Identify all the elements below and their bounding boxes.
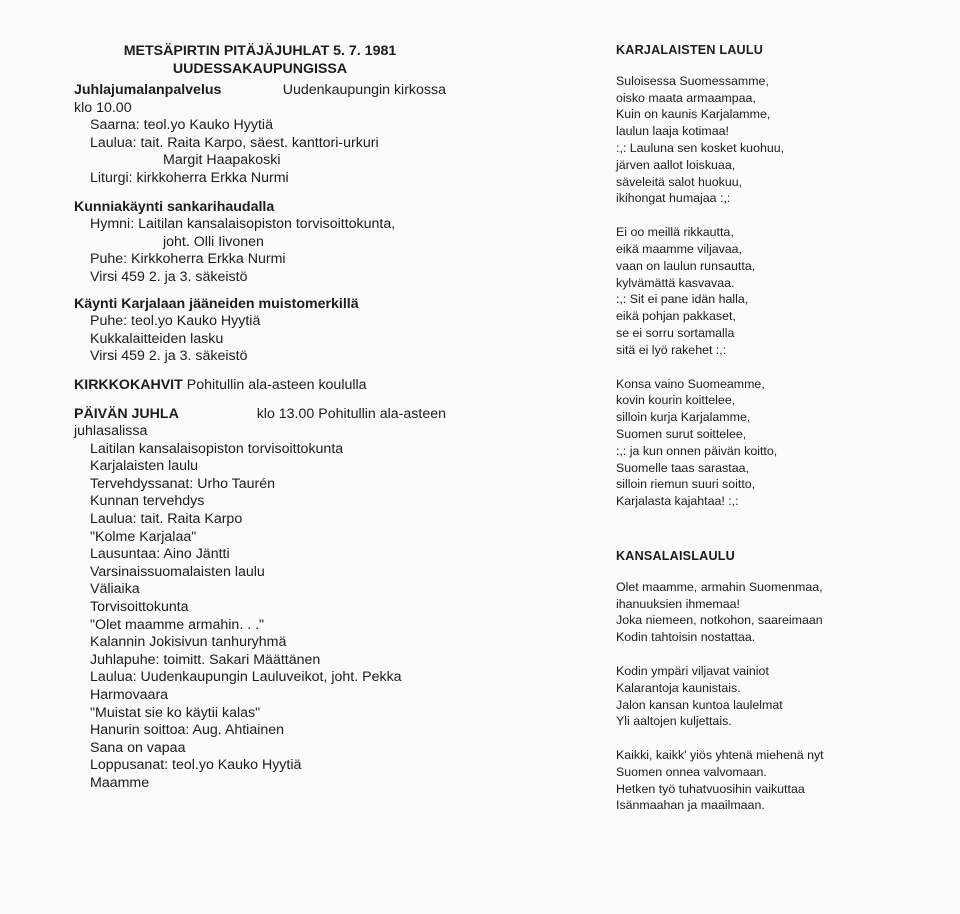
- lyric-line: vaan on laulun runsautta,: [616, 258, 756, 273]
- lyric-line: Suomelle taas sarastaa,: [616, 460, 749, 475]
- lyric-line: eikä pohjan pakkaset,: [616, 309, 736, 324]
- program-line: "Muistat sie ko käytii kalas": [90, 704, 261, 721]
- title-line-2: UUDESSAKAUPUNGISSA: [172, 61, 348, 77]
- stanza: [616, 579, 946, 646]
- program-line: Kukkalaitteiden lasku: [90, 330, 224, 347]
- lyric-line: :,: Lauluna sen kosket kuohuu,: [616, 140, 785, 155]
- program-line: Torvisoittokunta: [90, 599, 189, 616]
- program-line: Juhlapuhe: toimitt. Sakari Määttänen: [90, 651, 321, 668]
- stanza: [616, 73, 946, 207]
- section-church-service: [74, 82, 446, 188]
- program-line: Laulua: Uudenkaupungin Lauluveikot, joht. Pekka: [90, 669, 402, 686]
- stanza: [616, 224, 946, 358]
- lyric-line: Yli aaltojen kuljettais.: [616, 714, 732, 729]
- program-line: Puhe: teol.yo Kauko Hyytiä: [90, 313, 261, 330]
- program-line: Virsi 459 2. ja 3. säkeistö: [90, 348, 248, 365]
- program-line: Lausuntaa: Aino Jäntti: [90, 546, 230, 563]
- lyric-line: Suomen surut soittelee,: [616, 426, 747, 441]
- lyric-line: Suomen onnea valvomaan.: [616, 764, 767, 779]
- lyric-line: silloin riemun suuri soitto,: [616, 477, 756, 492]
- programme-column: [74, 42, 446, 793]
- program-line: Kalannin Jokisivun tanhuryhmä: [90, 634, 287, 651]
- heading-detail: Uudenkaupungin kirkossa: [282, 82, 446, 98]
- lyric-line: oisko maata armaampaa,: [616, 90, 756, 105]
- lyric-line: Jalon kansan kuntoa laulelmat: [616, 697, 783, 712]
- lyric-line: Kalarantoja kaunistais.: [616, 680, 741, 695]
- program-line: Virsi 459 2. ja 3. säkeistö: [90, 268, 248, 285]
- program-line: joht. Olli Iivonen: [163, 233, 264, 250]
- lyric-line: Ei oo meillä rikkautta,: [616, 225, 734, 240]
- stanza: [616, 663, 946, 730]
- lyric-line: Kaikki, kaikk' yiös yhtenä miehenä nyt: [616, 748, 824, 763]
- program-line: juhlasalissa: [74, 423, 148, 440]
- program-line: Hymni: Laitilan kansalaisopiston torvisoittokunta,: [90, 216, 396, 233]
- lyric-line: Kuin on kaunis Karjalamme,: [616, 107, 771, 122]
- lyric-line: eikä maamme viljavaa,: [616, 241, 743, 256]
- section-heading: KIRKKOKAHVIT: [74, 376, 183, 393]
- lyric-line: laulun laaja kotimaa!: [616, 124, 729, 139]
- lyric-line: Konsa vaino Suomeamme,: [616, 376, 765, 391]
- program-line: Varsinaissuomalaisten laulu: [90, 563, 265, 580]
- programme-title: [74, 42, 446, 78]
- lyric-line: ikihongat humajaa :,:: [616, 191, 731, 206]
- program-line: Kunnan tervehdys: [90, 493, 205, 510]
- program-line: Loppusanat: teol.yo Kauko Hyytiä: [90, 757, 302, 774]
- lyric-line: :,: ja kun onnen päivän koitto,: [616, 443, 778, 458]
- lyric-line: ihanuuksien ihmemaa!: [616, 596, 740, 611]
- section-heading: Käynti Karjalaan jääneiden muistomerkillä: [74, 295, 359, 312]
- section-memorial-visit: [74, 296, 446, 366]
- lyric-line: kovin kourin koittelee,: [616, 393, 736, 408]
- lyric-line: Karjalasta kajahtaa! :,:: [616, 494, 739, 509]
- program-line: Laitilan kansalaisopiston torvisoittokunta: [90, 440, 344, 457]
- lyric-line: :,: Sit ei pane idän halla,: [616, 292, 749, 307]
- song-title: KARJALAISTEN LAULU: [616, 43, 764, 57]
- program-line: Maamme: [90, 774, 150, 791]
- section-heading: Kunniakäynti sankarihaudalla: [74, 198, 275, 215]
- program-line: "Olet maamme armahin. . .": [90, 616, 265, 633]
- section-heading-row: [74, 82, 446, 100]
- program-line: Saarna: teol.yo Kauko Hyytiä: [90, 117, 273, 134]
- program-line: Laulua: tait. Raita Karpo, säest. kanttori-urkuri: [90, 134, 379, 151]
- section-heading: Juhlajumalanpalvelus: [74, 82, 222, 98]
- stanza: [616, 376, 946, 510]
- program-line: Margit Haapakoski: [163, 152, 281, 169]
- program-line: Tervehdyssanat: Urho Taurén: [90, 475, 276, 492]
- lyric-line: Isänmaahan ja maailmaan.: [616, 798, 765, 813]
- lyric-line: järven aallot loiskuaa,: [616, 157, 736, 172]
- song-title: KANSALAISLAULU: [616, 548, 735, 563]
- lyric-line: Joka niemeen, notkohon, saareimaan: [616, 613, 823, 628]
- lyric-line: silloin kurja Karjalamme,: [616, 410, 751, 425]
- program-line: Väliaika: [90, 581, 140, 598]
- heading-detail: Pohitullin ala-asteen koululla: [186, 376, 367, 393]
- title-line-1: METSÄPIRTIN PITÄJÄJUHLAT 5. 7. 1981: [123, 43, 397, 59]
- program-line: Puhe: Kirkkoherra Erkka Nurmi: [90, 251, 286, 268]
- section-main-celebration: [74, 406, 446, 793]
- section-church-coffee: [74, 377, 446, 395]
- lyric-line: Kodin ympäri viljavat vainiot: [616, 663, 769, 678]
- program-line: "Kolme Karjalaa": [90, 528, 197, 545]
- section-hero-grave-visit: [74, 199, 446, 287]
- heading-detail: klo 13.00 Pohitullin ala-asteen: [256, 405, 446, 422]
- program-line: Karjalaisten laulu: [90, 458, 199, 475]
- stanza: [616, 747, 946, 814]
- program-line: Liturgi: kirkkoherra Erkka Nurmi: [90, 169, 289, 186]
- lyric-line: säveleitä salot huokuu,: [616, 174, 743, 189]
- lyric-line: Kodin tahtoisin nostattaa.: [616, 630, 756, 645]
- program-line: Laulua: tait. Raita Karpo: [90, 511, 243, 528]
- program-line: Harmovaara: [90, 687, 169, 703]
- lyric-line: se ei sorru sortamalla: [616, 325, 735, 340]
- lyric-line: kylvämättä kasvavaa.: [616, 275, 735, 290]
- program-line: Hanurin soittoa: Aug. Ahtiainen: [90, 722, 285, 739]
- program-line: klo 10.00: [74, 99, 132, 116]
- section-heading: PÄIVÄN JUHLA: [74, 405, 179, 422]
- lyrics-column: [616, 42, 946, 831]
- lyric-line: Olet maamme, armahin Suomenmaa,: [616, 579, 823, 594]
- program-line: Sana on vapaa: [90, 739, 186, 756]
- section-heading-row: [74, 406, 446, 424]
- lyric-line: sitä ei lyö rakehet :,:: [616, 342, 727, 357]
- lyric-line: Suloisessa Suomessamme,: [616, 73, 769, 88]
- lyric-line: Hetken työ tuhatvuosihin vaikuttaa: [616, 781, 805, 796]
